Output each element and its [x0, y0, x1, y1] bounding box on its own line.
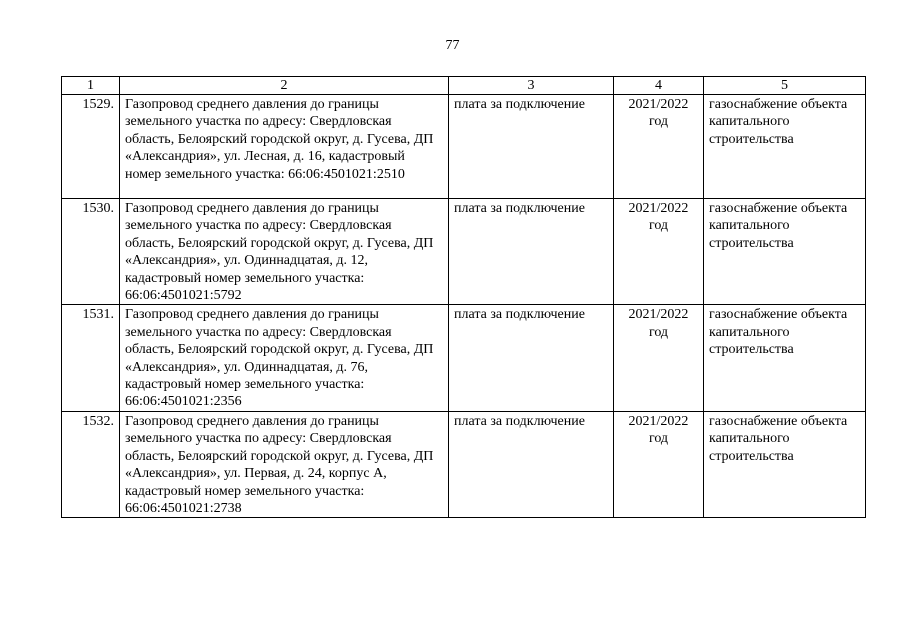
row-number: 1530.	[62, 199, 120, 305]
table-row	[62, 305, 866, 411]
object-description: Газопровод среднего давления до границы земельного участка по адресу: Свердловская область, Белоярский городской округ, д. Гусева, ДП «Александрия», ул. Первая, д. 24, корпус А, кадастровый номер земельного участка: 66:06:4501021:2738	[120, 411, 449, 517]
object-description: Газопровод среднего давления до границы земельного участка по адресу: Свердловская область, Белоярский городской округ, д. Гусева, ДП «Александрия», ул. Лесная, д. 16, кадастровый номер земельного участка: 66:06:4501021:2510	[120, 95, 449, 199]
purpose: газоснабжение объекта капитального строительства	[704, 411, 866, 517]
column-header: 4	[614, 77, 704, 95]
object-description: Газопровод среднего давления до границы земельного участка по адресу: Свердловская область, Белоярский городской округ, д. Гусева, ДП «Александрия», ул. Одиннадцатая, д. 12, кадастровый номер земельного участка: 66:06:4501021:5792	[120, 199, 449, 305]
table-row	[62, 411, 866, 517]
row-number: 1529.	[62, 95, 120, 199]
fee-type: плата за подключение	[449, 305, 614, 411]
column-header: 3	[449, 77, 614, 95]
period: 2021/2022 год	[614, 305, 704, 411]
page-number: 77	[445, 38, 460, 53]
fee-type: плата за подключение	[449, 199, 614, 305]
period: 2021/2022 год	[614, 411, 704, 517]
row-number: 1531.	[62, 305, 120, 411]
object-description: Газопровод среднего давления до границы земельного участка по адресу: Свердловская область, Белоярский городской округ, д. Гусева, ДП «Александрия», ул. Одиннадцатая, д. 76, кадастровый номер земельного участка: 66:06:4501021:2356	[120, 305, 449, 411]
table-row	[62, 199, 866, 305]
document-table	[61, 76, 866, 518]
period: 2021/2022 год	[614, 199, 704, 305]
column-header: 5	[704, 77, 866, 95]
row-number: 1532.	[62, 411, 120, 517]
table-row	[62, 95, 866, 199]
fee-type: плата за подключение	[449, 411, 614, 517]
purpose: газоснабжение объекта капитального строительства	[704, 305, 866, 411]
purpose: газоснабжение объекта капитального строительства	[704, 95, 866, 199]
period: 2021/2022 год	[614, 95, 704, 199]
fee-type: плата за подключение	[449, 95, 614, 199]
column-header: 1	[62, 77, 120, 95]
purpose: газоснабжение объекта капитального строительства	[704, 199, 866, 305]
table-header-row	[62, 77, 866, 95]
column-header: 2	[120, 77, 449, 95]
